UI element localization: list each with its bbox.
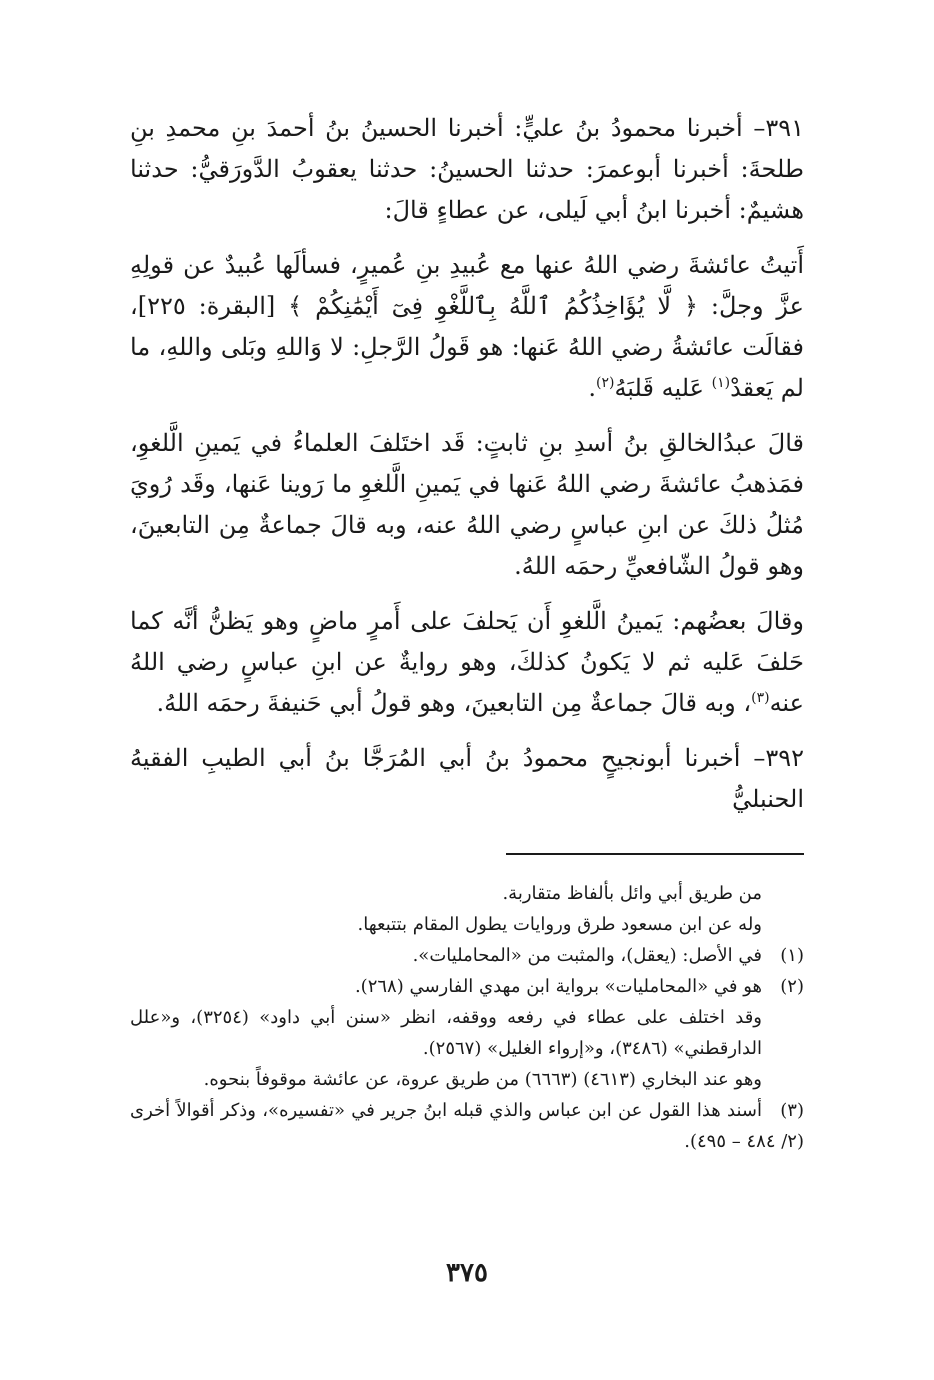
footnotes — [130, 878, 804, 1157]
footnote-2-continuation: وهو عند البخاري (٤٦١٣) (٦٦٦٣) من طريق عروة، عن عائشة موقوفاً بنحوه. — [203, 1069, 762, 1090]
footnote-continuation: وله عن ابن مسعود طرق وروايات يطول المقام بتتبعها. — [357, 914, 762, 935]
narration-end: . — [588, 374, 596, 402]
footnote-2-continuation: وقد اختلف على عطاء في رفعه ووقفه، انظر «سنن أبي داود» (٣٢٥٤)، و«علل الدارقطني» (٣٤٨٦)، و«إرواء الغليل» (٢٥٦٧). — [130, 1007, 763, 1059]
footnote-number: (٢) — [780, 976, 804, 997]
paragraph-aisha-narration — [130, 245, 804, 409]
paragraph-392: ٣٩٢– أخبرنا أبونجيحٍ محمودُ بنُ أبي المُرَجَّا بنُ أبي الطيبِ الفقيهُ الحنبليُّ — [130, 744, 804, 813]
paragraph-other-opinion — [130, 601, 804, 724]
narration-text: أَتيتُ عائشةَ رضي اللهُ عنها مع عُبيدِ بنِ عُميرٍ، فسألَها عُبيدٌ عن قولِهِ عزَّ وجلَّ: ﴿ لَّا يُؤَاخِذُكُمُ ٱللَّهُ بِٱللَّغْوِ فِىٓ أَيْمَٰنِكُمْ ﴾ [البقرة: ٢٢٥]، فقالَت عائشةُ رضي اللهُ عَنها: هو قَولُ الرَّجلِ: لا وَاللهِ وبَلى واللهِ، ما لم يَعقدْ — [130, 251, 804, 402]
footnote-number: (١) — [780, 945, 804, 966]
footnote-2 — [130, 971, 804, 1002]
footnote-1 — [130, 940, 804, 971]
footnote-3 — [130, 1095, 804, 1157]
opinion-text-cont: ، وبه قالَ جماعةٌ مِن التابعينَ، وهو قولُ أبي حَنيفةَ رحمَه اللهُ. — [156, 689, 752, 717]
footnote-text: في الأصل: (يعقل)، والمثبت من «المحامليات». — [412, 945, 762, 966]
paragraph-391: ٣٩١– أخبرنا محمودُ بنُ عليٍّ: أخبرنا الحسينُ بنُ أحمدَ بنِ محمدِ بنِ طلحةَ: أخبرنا أبوعمرَ: حدثنا الحسينُ: حدثنا يعقوبُ الدَّورَقيُّ: حدثنا هشيمٌ: أخبرنا ابنُ أبي لَيلى، عن عطاءٍ قالَ: — [130, 114, 804, 224]
footnote-number: (٣) — [780, 1100, 804, 1121]
footnote-continuation: من طريق أبي وائل بألفاظ متقاربة. — [502, 883, 762, 904]
footnote-text: هو في «المحامليات» برواية ابن مهدي الفارسي (٢٦٨). — [354, 976, 762, 997]
footnote-ref-2[interactable]: (٢) — [595, 375, 615, 391]
narration-text-cont: عَليه قَلبَهُ — [614, 374, 712, 402]
paragraph-abdulkhaliq-comment: قالَ عبدُالخالقِ بنُ أسدِ بنِ ثابتٍ: قَد اختَلفَ العلماءُ في يَمينِ الَّلغوِ، فمَذهبُ عائشةَ رضي اللهُ عَنها في يَمينِ الَّلغوِ ما رَوينا عَنها، وقَد رُويَ مُثلُ ذلكَ عن ابنِ عباسٍ رضي اللهُ عنه، وبه قالَ جماعةٌ مِن التابعينَ، وهو قولُ الشّافعيِّ رحمَه اللهُ. — [130, 429, 804, 580]
footnote-text: أسند هذا القول عن ابن عباس والذي قبله ابنُ جرير في «تفسيره»، وذكر أقوالاً أخرى (٢/ ٤٨٤ – ٤٩٥). — [130, 1100, 804, 1152]
opinion-text: وقالَ بعضُهم: يَمينُ الَّلغوِ أَن يَحلفَ على أَمرٍ ماضٍ وهو يَظنُّ أنَّه كما حَلفَ عَليه ثم لا يَكونُ كذلكَ، وهو روايةٌ عن ابنِ عباسٍ رضي اللهُ عنه — [130, 607, 804, 717]
footnote-ref-1[interactable]: (١) — [711, 375, 731, 391]
footnote-ref-3[interactable]: (٣) — [751, 690, 770, 706]
footnote-separator — [506, 853, 804, 855]
main-text — [130, 108, 804, 834]
page-number: ٣٧٥ — [446, 1258, 488, 1288]
